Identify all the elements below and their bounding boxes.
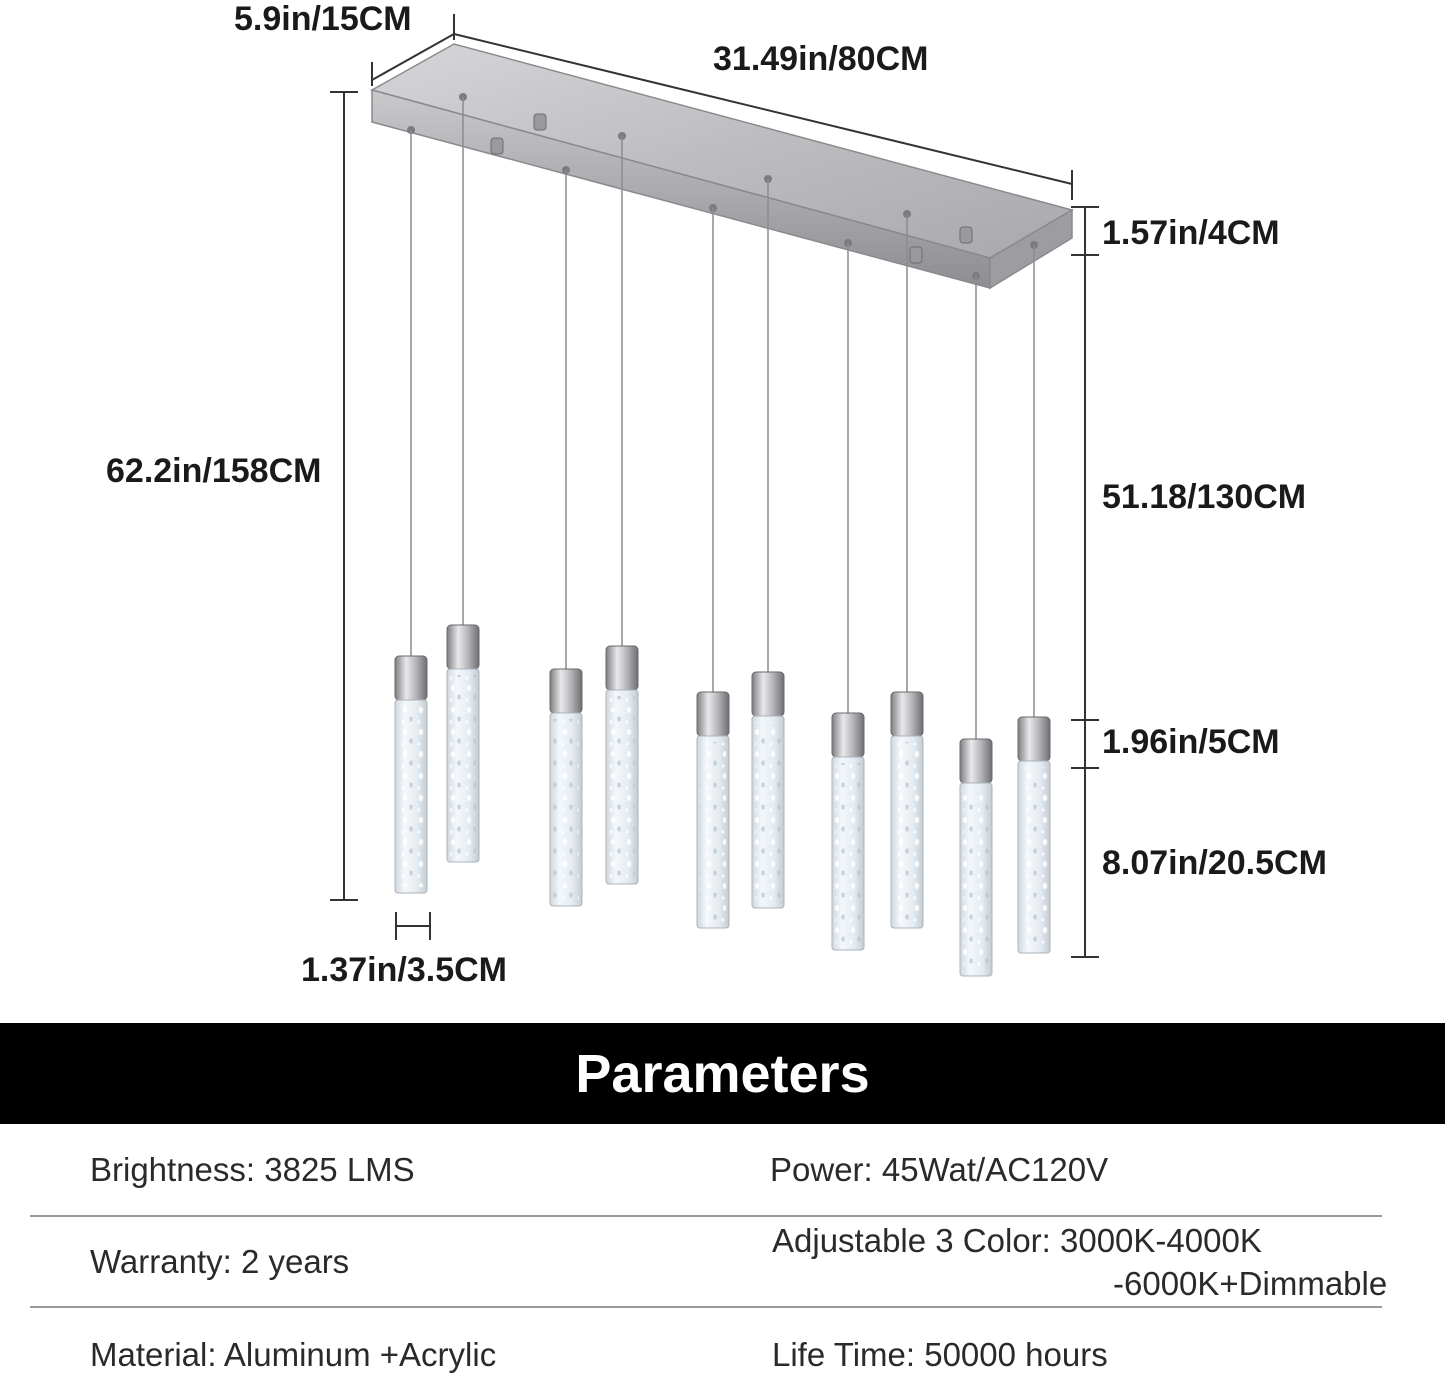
screw-icon	[491, 138, 503, 154]
canopy-height-label: 1.57in/4CM	[1102, 214, 1280, 252]
pendant	[395, 126, 427, 893]
pendant	[832, 239, 864, 950]
param-brightness: Brightness: 3825 LMS	[90, 1151, 415, 1188]
metal-socket	[1018, 717, 1050, 761]
socket-height-label: 1.96in/5CM	[1102, 723, 1280, 761]
param-color-line2: -6000K+Dimmable	[1113, 1265, 1388, 1302]
bubble-texture	[450, 675, 476, 856]
parameters-banner	[0, 1023, 1445, 1124]
length-label: 31.49in/80CM	[713, 40, 929, 78]
parameters-title: Parameters	[575, 1043, 870, 1104]
bubble-texture	[835, 763, 861, 944]
metal-socket	[395, 656, 427, 700]
depth-label: 5.9in/15CM	[234, 0, 412, 38]
screw-icon	[910, 247, 922, 263]
cord-length-label: 51.18/130CM	[1102, 478, 1307, 516]
total-height-label: 62.2in/158CM	[106, 452, 322, 490]
pendant	[1018, 241, 1050, 953]
pendant	[697, 204, 729, 928]
bubble-texture	[398, 706, 424, 887]
bubble-texture	[609, 696, 635, 878]
canopy-plate	[372, 40, 1072, 288]
bubble-texture	[700, 742, 726, 922]
table-divider	[30, 1215, 1382, 1217]
metal-socket	[832, 713, 864, 757]
tube-diameter-label: 1.37in/3.5CM	[301, 951, 507, 989]
bubble-texture	[553, 719, 579, 900]
pendant	[606, 132, 638, 884]
metal-socket	[550, 669, 582, 713]
metal-socket	[891, 692, 923, 736]
table-divider	[30, 1306, 1382, 1308]
bubble-texture	[755, 722, 781, 902]
screw-icon	[960, 227, 972, 243]
metal-socket	[697, 692, 729, 736]
param-warranty: Warranty: 2 years	[90, 1243, 350, 1280]
pendant	[960, 272, 992, 976]
param-life-time: Life Time: 50000 hours	[772, 1336, 1108, 1373]
metal-socket	[606, 646, 638, 690]
metal-socket	[960, 739, 992, 783]
pendant	[550, 166, 582, 906]
screw-icon	[534, 114, 546, 130]
param-power: Power: 45Wat/AC120V	[770, 1151, 1109, 1188]
bubble-texture	[1021, 767, 1047, 947]
tube-height-label: 8.07in/20.5CM	[1102, 844, 1327, 882]
pendant	[891, 210, 923, 928]
param-material: Material: Aluminum +Acrylic	[90, 1336, 497, 1373]
bubble-texture	[894, 742, 920, 922]
param-color-line1: Adjustable 3 Color: 3000K-4000K	[772, 1222, 1262, 1259]
pendant	[447, 93, 479, 862]
bubble-texture	[963, 789, 989, 970]
metal-socket	[447, 625, 479, 669]
metal-socket	[752, 672, 784, 716]
pendant	[752, 175, 784, 908]
